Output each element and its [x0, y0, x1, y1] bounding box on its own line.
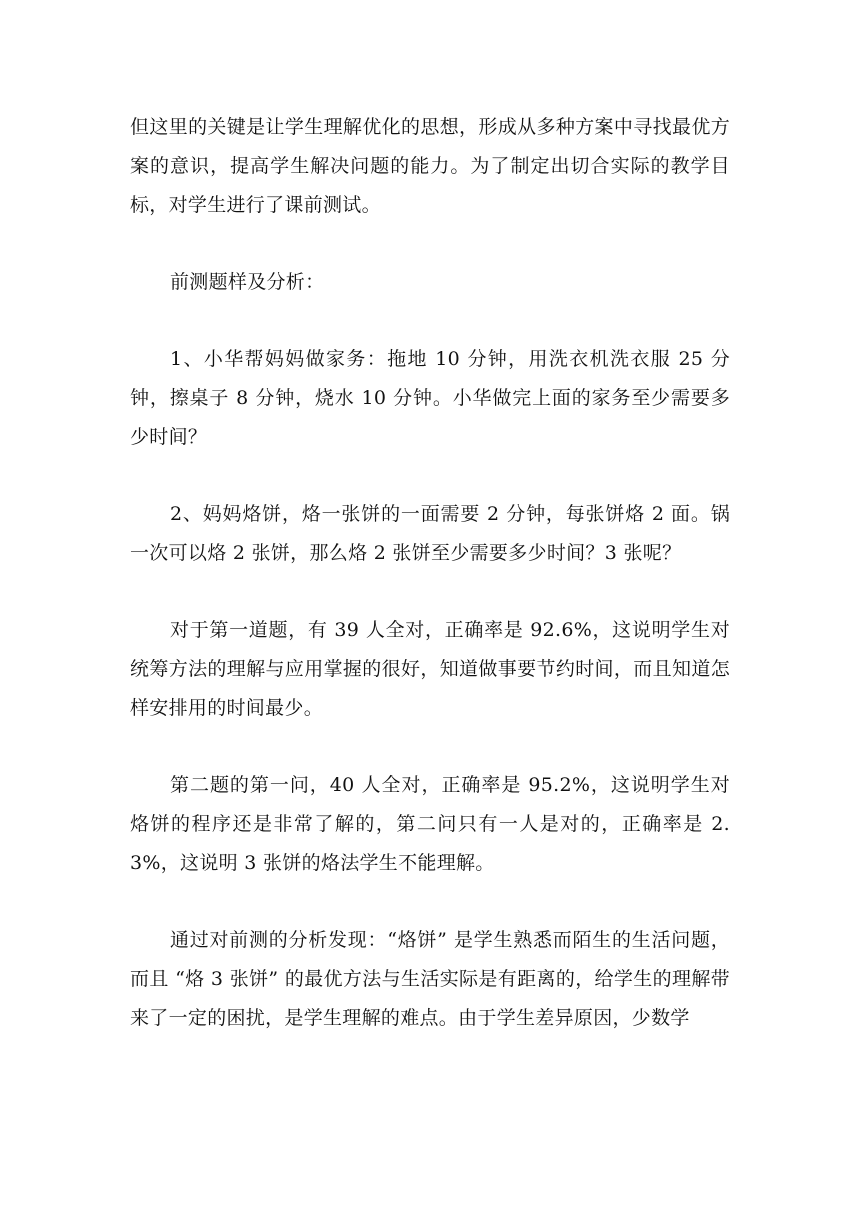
paragraph-analysis-2: 第二题的第一问，40 人全对，正确率是 95.2%，这说明学生对烙饼的程序还是非常了解的，第二问只有一人是对的，正确率是 2.3%，这说明 3 张饼的烙法学生不能理解。 [130, 774, 730, 874]
paragraph-spacer [130, 728, 730, 766]
paragraph-analysis-1: 对于第一道题，有 39 人全对，正确率是 92.6%，这说明学生对统筹方法的理解与应用掌握的很好，知道做事要节约时间，而且知道怎样安排用的时间最少。 [130, 619, 730, 719]
document-body [130, 108, 730, 1038]
paragraph-spacer [130, 883, 730, 921]
paragraph-conclusion: 通过对前测的分析发现：“烙饼” 是学生熟悉而陌生的生活问题，而且 “烙 3 张饼” 的最优方法与生活实际是有距离的，给学生的理解带来了一定的困扰，是学生理解的难点。由于学生差异原因，少数学 [130, 929, 730, 1029]
paragraph-spacer [130, 225, 730, 263]
paragraph-spacer [130, 573, 730, 611]
paragraph-spacer [130, 457, 730, 495]
paragraph-question-2: 2、妈妈烙饼，烙一张饼的一面需要 2 分钟，每张饼烙 2 面。锅一次可以烙 2 张饼，那么烙 2 张饼至少需要多少时间？3 张呢？ [130, 503, 730, 564]
paragraph-intro: 但这里的关键是让学生理解优化的思想，形成从多种方案中寻找最优方案的意识，提高学生解决问题的能力。为了制定出切合实际的教学目标，对学生进行了课前测试。 [130, 116, 730, 216]
paragraph-spacer [130, 302, 730, 340]
paragraph-pretest-heading: 前测题样及分析： [170, 271, 325, 293]
paragraph-question-1: 1、小华帮妈妈做家务：拖地 10 分钟，用洗衣机洗衣服 25 分钟，擦桌子 8 分钟，烧水 10 分钟。小华做完上面的家务至少需要多少时间？ [130, 348, 730, 448]
